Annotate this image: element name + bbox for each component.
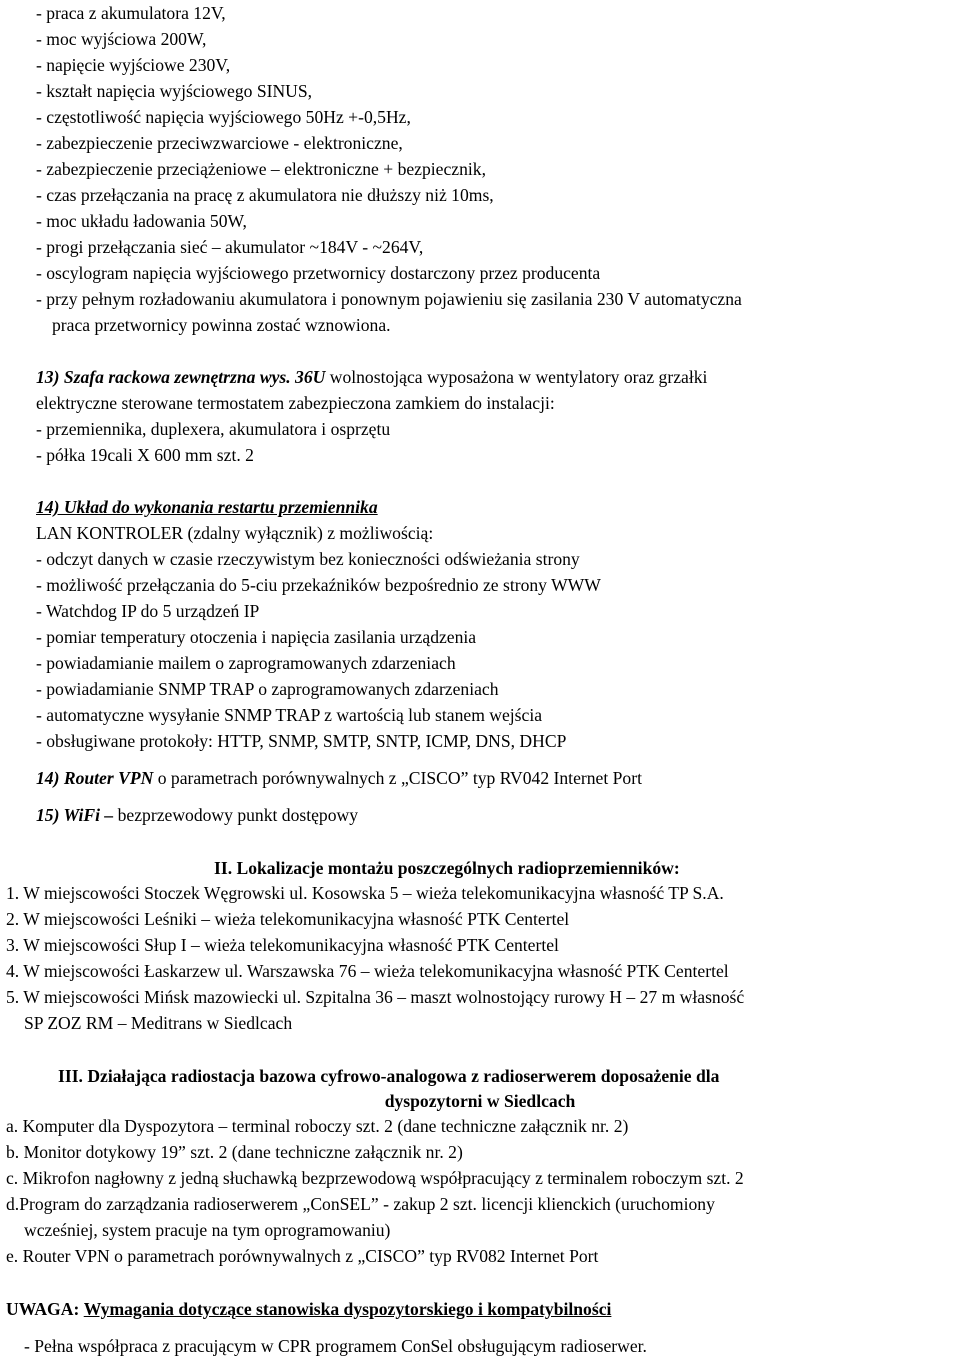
equipment-item: b. Monitor dotykowy 19” szt. 2 (dane techniczne załącznik nr. 2): [6, 1142, 463, 1162]
location-item: 4. W miejscowości Łaskarzew ul. Warszawska 76 – wieża telekomunikacyjna własność PTK Centertel: [6, 961, 729, 981]
section-13-heading: 13) Szafa rackowa zewnętrzna wys. 36U: [36, 367, 326, 387]
location-item: 1. W miejscowości Stoczek Węgrowski ul. Kosowska 5 – wieża telekomunikacyjna własność TP S.A.: [6, 883, 724, 903]
note-label: UWAGA:: [6, 1299, 80, 1319]
section-14-item: - możliwość przełączania do 5-ciu przekaźników bezpośrednio ze strony WWW: [36, 575, 601, 595]
location-item: 2. W miejscowości Leśniki – wieża telekomunikacyjna własność PTK Centertel: [6, 909, 570, 929]
ups-item: - kształt napięcia wyjściowego SINUS,: [36, 81, 313, 101]
wifi-text: bezprzewodowy punkt dostępowy: [113, 805, 359, 825]
section-13-item: - przemiennika, duplexera, akumulatora i osprzętu: [36, 419, 391, 439]
section-13-line: [36, 366, 707, 388]
ups-item: - czas przełączania na pracę z akumulatora nie dłuższy niż 10ms,: [36, 185, 494, 205]
note-heading-line: [6, 1298, 611, 1320]
ups-item: - praca z akumulatora 12V,: [36, 3, 226, 23]
router-vpn-heading: 14) Router VPN: [36, 768, 154, 788]
section-14-item: - powiadamianie SNMP TRAP o zaprogramowanych zdarzeniach: [36, 679, 499, 699]
location-item: 5. W miejscowości Mińsk mazowiecki ul. Szpitalna 36 – maszt wolnostojący rurowy H – 27 m własność: [6, 987, 745, 1007]
section-13-item: - półka 19cali X 600 mm szt. 2: [36, 445, 254, 465]
section-14-item: - powiadamianie mailem o zaprogramowanych zdarzeniach: [36, 653, 456, 673]
section-14-item: - obsługiwane protokoły: HTTP, SNMP, SMTP, SNTP, ICMP, DNS, DHCP: [36, 731, 567, 751]
ups-item: - moc układu ładowania 50W,: [36, 211, 247, 231]
ups-item: - zabezpieczenie przeciążeniowe – elektroniczne + bezpiecznik,: [36, 159, 486, 179]
ups-item: - napięcie wyjściowe 230V,: [36, 55, 231, 75]
equipment-item: e. Router VPN o parametrach porównywalnych z „CISCO” typ RV082 Internet Port: [6, 1246, 599, 1266]
section-iii-heading-cont: dyspozytorni w Siedlcach: [384, 1091, 576, 1111]
router-vpn-text: o parametrach porównywalnych z „CISCO” typ RV042 Internet Port: [153, 768, 642, 788]
wifi-line: [36, 804, 358, 826]
equipment-item-continuation: wcześniej, system pracuje na tym oprogramowaniu): [24, 1220, 391, 1240]
ups-item: - zabezpieczenie przeciwzwarciowe - elektroniczne,: [36, 133, 403, 153]
router-vpn-line: [36, 767, 642, 789]
ups-item: - progi przełączania sieć – akumulator ~184V - ~264V,: [36, 237, 424, 257]
section-13-line2: elektryczne sterowane termostatem zabezpieczona zamkiem do instalacji:: [36, 393, 555, 413]
section-14-item: - Watchdog IP do 5 urządzeń IP: [36, 601, 260, 621]
ups-item-continuation: praca przetwornicy powinna zostać wznowiona.: [52, 315, 391, 335]
location-item: 3. W miejscowości Słup I – wieża telekomunikacyjna własność PTK Centertel: [6, 935, 559, 955]
equipment-item: c. Mikrofon nagłowny z jedną słuchawką bezprzewodową współpracujący z terminalem roboczym szt. 2: [6, 1168, 744, 1188]
ups-item: - przy pełnym rozładowaniu akumulatora i ponownym pojawieniu się zasilania 230 V automatyczna: [36, 289, 742, 309]
ups-item: - częstotliwość napięcia wyjściowego 50Hz +-0,5Hz,: [36, 107, 411, 127]
section-14-item: - pomiar temperatury otoczenia i napięcia zasilania urządzenia: [36, 627, 477, 647]
equipment-item: a. Komputer dla Dyspozytora – terminal roboczy szt. 2 (dane techniczne załącznik nr. 2): [6, 1116, 629, 1136]
section-14-heading: 14) Układ do wykonania restartu przemiennika: [36, 497, 378, 517]
note-title: Wymagania dotyczące stanowiska dyspozytorskiego i kompatybilności: [83, 1299, 612, 1319]
equipment-item: d.Program do zarządzania radioserwerem „ConSEL” - zakup 2 szt. licencji klienckich (uruchomiony: [6, 1194, 715, 1214]
location-item-continuation: SP ZOZ RM – Meditrans w Siedlcach: [24, 1013, 293, 1033]
ups-item: - oscylogram napięcia wyjściowego przetwornicy dostarczony przez producenta: [36, 263, 601, 283]
ups-item: - moc wyjściowa 200W,: [36, 29, 207, 49]
section-14-subtitle: LAN KONTROLER (zdalny wyłącznik) z możliwością:: [36, 523, 434, 543]
note-item: - Pełna współpraca z pracującym w CPR programem ConSel obsługującym radioserwer.: [24, 1336, 647, 1356]
section-14-item: - automatyczne wysyłanie SNMP TRAP z wartością lub stanem wejścia: [36, 705, 543, 725]
section-14-item: - odczyt danych w czasie rzeczywistym bez konieczności odświeżania strony: [36, 549, 580, 569]
section-ii-heading: II. Lokalizacje montażu poszczególnych radioprzemienników:: [214, 858, 680, 878]
section-iii-heading: III. Działająca radiostacja bazowa cyfrowo-analogowa z radioserwerem doposażenie dla: [58, 1066, 720, 1086]
section-13-text: wolnostojąca wyposażona w wentylatory oraz grzałki: [325, 367, 708, 387]
wifi-heading: 15) WiFi –: [36, 805, 114, 825]
